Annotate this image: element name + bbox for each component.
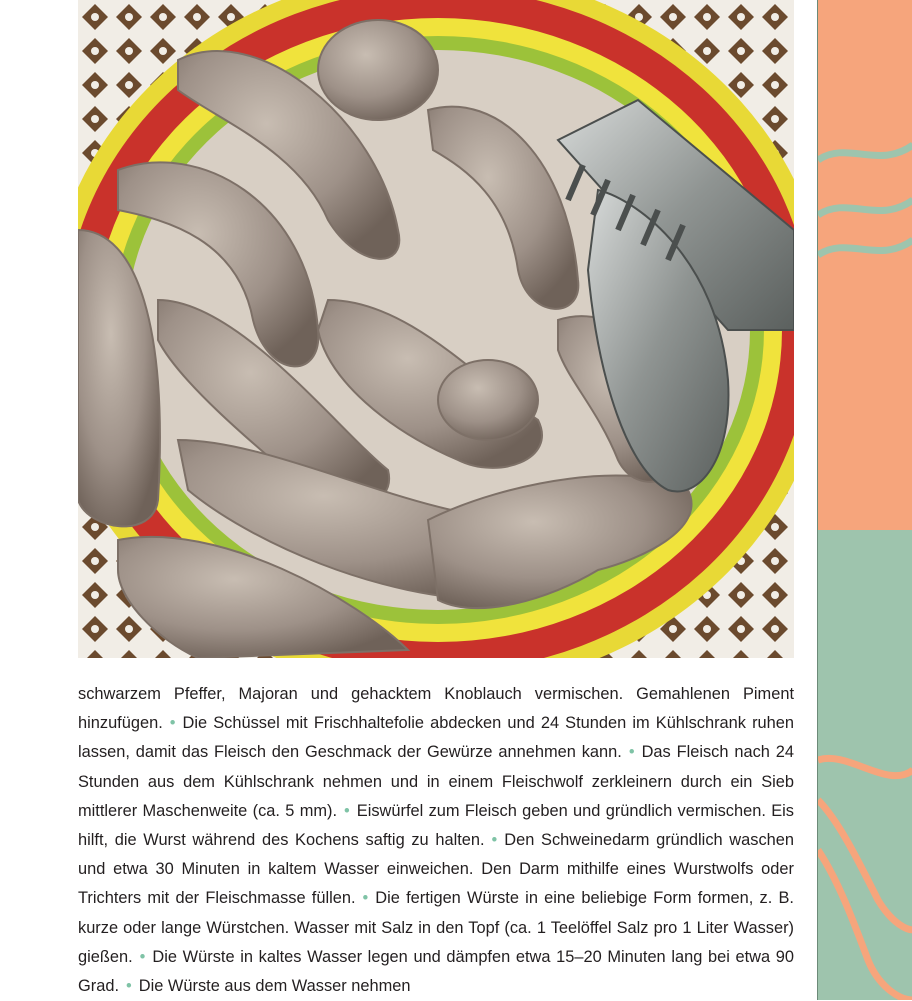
bullet-separator: • — [628, 743, 635, 762]
step-text: Die fertigen Würste in eine beliebige Form formen, z. B. kurze oder lange Würstchen. Wasser mit Salz in den Topf (ca. 1 Teelöffel Salz pro 1 Liter Wasser) gießen. — [78, 889, 794, 966]
step-text: Die Schüssel mit Frischhaltefolie abdecken und 24 Stunden im Kühlschrank ruhen lassen, damit das Fleisch den Geschmack der Gewürze annehmen kann. — [78, 714, 794, 762]
step-text: Das Fleisch nach 24 Stunden aus dem Kühlschrank nehmen und in einem Fleischwolf zerkleinern durch ein Sieb mittlerer Maschenweite (ca. 5 mm). — [78, 743, 794, 820]
step-text: Eiswürfel zum Fleisch geben und gründlich vermischen. Eis hilft, die Wurst während des Kochens saftig zu halten. — [78, 801, 794, 850]
decorative-side-band — [817, 0, 912, 1000]
bullet-separator: • — [169, 714, 176, 733]
sausage-photo — [78, 0, 794, 658]
wave-pattern-graphic — [818, 0, 912, 1000]
step-text: Die Würste aus dem Wasser nehmen — [138, 977, 411, 996]
bullet-separator: • — [362, 889, 369, 908]
step-text: Die Würste in kaltes Wasser legen und dämpfen etwa 15–20 Minuten lang bei etwa 90 Grad. — [78, 947, 794, 996]
sausage-bowl-illustration — [78, 0, 794, 658]
band-orange-top — [818, 0, 912, 540]
bullet-separator: • — [491, 831, 498, 850]
recipe-instructions — [78, 680, 794, 1001]
step-text: schwarzem Pfeffer, Majoran und gehacktem Knoblauch vermischen. Gemahlenen Piment hinzufügen. — [78, 685, 794, 733]
bullet-separator: • — [344, 801, 350, 820]
step-text: Den Schweinedarm gründlich waschen und etwa 30 Minuten in kaltem Wasser einweichen. Den Darm mithilfe eines Wurstwolfs oder Trichters mit der Fleischmasse füllen. — [78, 831, 794, 908]
bullet-separator: • — [139, 947, 146, 966]
bullet-separator: • — [126, 977, 132, 996]
